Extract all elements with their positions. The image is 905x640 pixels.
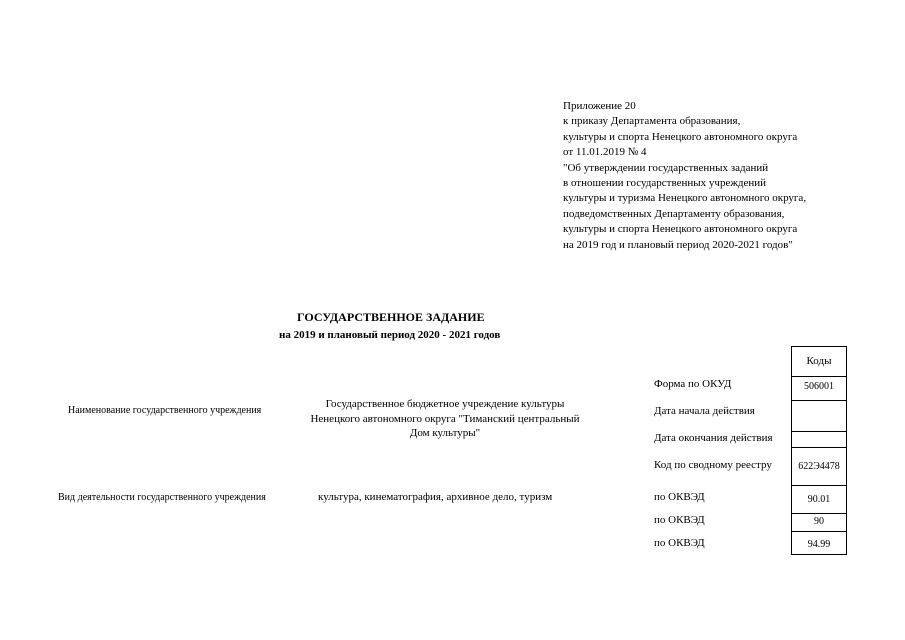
institution-value-line: Ненецкого автономного округа "Тиманский центральный <box>310 412 580 425</box>
activity-label: Вид деятельности государственного учреждения <box>58 492 266 503</box>
code-value-okved-3: 94.99 <box>792 531 846 554</box>
code-value-okud: 506001 <box>792 376 846 396</box>
code-value-okved-1: 90.01 <box>792 485 846 513</box>
appendix-line: в отношении государственных учреждений <box>563 177 767 190</box>
code-label-okved: по ОКВЭД <box>654 537 705 549</box>
code-value-okved-2: 90 <box>792 513 846 531</box>
appendix-line: к приказу Департамента образования, <box>563 115 741 128</box>
code-label-end-date: Дата окончания действия <box>654 432 773 444</box>
appendix-line: культуры и туризма Ненецкого автономного округа, <box>563 192 807 205</box>
appendix-line: на 2019 год и плановый период 2020-2021 годов" <box>563 238 793 251</box>
activity-value: культура, кинематография, архивное дело, туризм <box>318 491 553 503</box>
institution-value-line: Государственное бюджетное учреждение культуры <box>325 398 565 410</box>
code-value-end-date <box>792 431 846 447</box>
code-value-start-date <box>792 400 846 426</box>
code-label-registry: Код по сводному реестру <box>654 459 772 471</box>
codes-box <box>791 346 847 555</box>
document-period: на 2019 и плановый период 2020 - 2021 годов <box>279 329 501 341</box>
appendix-line: от 11.01.2019 № 4 <box>563 146 647 159</box>
institution-value <box>290 397 600 441</box>
codes-header: Коды <box>806 355 832 367</box>
institution-label: Наименование государственного учреждения <box>68 405 262 416</box>
code-label-okved: по ОКВЭД <box>654 514 705 526</box>
code-label-okud: Форма по ОКУД <box>654 378 732 390</box>
appendix-line: культуры и спорта Ненецкого автономного округа <box>563 223 798 236</box>
appendix-line: Приложение 20 <box>563 100 636 112</box>
institution-value-line: Дом культуры" <box>409 427 481 439</box>
document-title: ГОСУДАРСТВЕННОЕ ЗАДАНИЕ <box>297 310 485 324</box>
code-label-start-date: Дата начала действия <box>654 405 755 417</box>
appendix-line: культуры и спорта Ненецкого автономного округа <box>563 130 798 143</box>
appendix-line: подведомственных Департаменту образования, <box>563 207 785 220</box>
appendix-block <box>563 99 883 253</box>
appendix-line: "Об утверждении государственных заданий <box>563 161 769 174</box>
code-label-okved: по ОКВЭД <box>654 491 705 503</box>
code-value-registry: 622Э4478 <box>792 447 846 485</box>
